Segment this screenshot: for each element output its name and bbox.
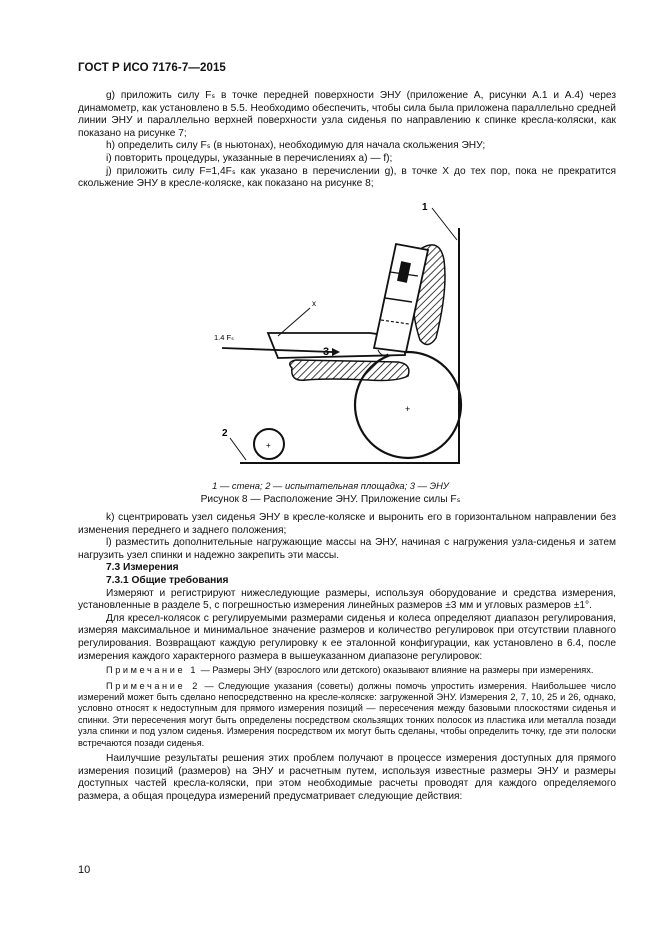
page-number: 10 — [78, 864, 91, 876]
note-2-text: — Следующие указания (советы) должны помочь упростить измерения. Наибольшее число измерений может быть сделано непосредственно на кресле-коляске: загруженной ЭНУ. Измерения 2, 7, 10, 25 и 26, однако, условно относят к недоступным для прямого измерения позиций — пересечения между базовыми плоскостями сиденья и спинки. Эти пересечения могут быть определены посредством скользящих тонких полосок из пластика или металла позади узла спинки и под узлом сиденья. Измерения посредством их могут быть сделаны, чтобы определить точку, где эти полоски встречаются позади сиденья. — [78, 680, 616, 748]
lower-text-block — [78, 512, 616, 803]
point-x-label: x — [312, 299, 316, 308]
point-x-leader — [278, 308, 310, 336]
platform-label: 2 — [222, 428, 228, 439]
note-1-text: — Размеры ЭНУ (взрослого или детского) оказывают влияние на размеры при измерениях. — [198, 665, 594, 676]
note-2-label: Примечание 2 — [106, 680, 200, 691]
paragraph-i: i) повторить процедуры, указанные в перечислениях а) — f); — [106, 152, 393, 164]
wall-label: 1 — [422, 202, 428, 213]
wall-leader — [432, 208, 457, 240]
paragraph-g: g) приложить силу Fₛ в точке передней поверхности ЭНУ (приложение А, рисунки А.1 и А.4) через динамометр, как установлено в 5.5. Необходимо обеспечить, чтобы сила была приложена параллельно средней линии ЭНУ и параллельно верхней поверхности узла сиденья по направлению к спинке кресла-коляски, как показано на рисунке 7; — [78, 90, 616, 139]
platform-leader — [230, 438, 246, 460]
note-2 — [78, 681, 616, 749]
top-text-block — [78, 90, 616, 191]
section-heading-7-3-1: 7.3.1 Общие требования — [106, 574, 229, 586]
paragraph-measure: Измеряют и регистрируют нижеследующие размеры, используя оборудование и средства измерения, установленные в разделе 5, с погрешностью измерения линейных размеров ±3 мм и угловых размеров ±1°. — [78, 587, 616, 612]
figure-8-drawing — [200, 200, 480, 475]
section-heading-7-3: 7.3 Измерения — [106, 562, 179, 574]
force-label: 1.4 Fₛ — [214, 333, 234, 342]
paragraph-k: k) сцентрировать узел сиденья ЭНУ в кресле-коляске и выронить его в горизонтальном направлении без изменения переднего и заднего положения; — [78, 512, 616, 536]
note-1-label: Примечание 1 — [106, 665, 199, 676]
paragraph-j: j) приложить силу F=1,4Fₛ как указано в перечислении g), в точке X до тех пор, пока не прекратится скольжение ЭНУ в кресле-коляске, как показано на рисунке 8; — [78, 165, 616, 190]
paragraph-adjust: Для кресел-колясок с регулируемыми размерами сиденья и колеса определяют диапазон регулирования, измеряя максимальное и минимальное значение размеров и количество регулировок при отсутствии плавного регулирования. Возвращают каждую регулировку к ее эталонной конфигурации, как установлено в 6.4, после измерения каждого характерного размера в вышеуказанном диапазоне регулировок: — [78, 612, 616, 662]
figure-legend: 1 — стена; 2 — испытательная площадка; 3 — ЭНУ — [212, 480, 449, 491]
paragraph-final: Наилучшие результаты решения этих проблем получают в процессе измерения доступных для прямого измерения позиций (размеров) на ЭНУ и расчетным путем, используя известные размеры ЭНУ и размеры доступных частей кресла-коляски, при этом необходимые расчеты проводят для каждого определяемого размера, а общая процедура измерений предусматривает следующие действия: — [78, 752, 616, 802]
svg-text:+: + — [405, 404, 411, 414]
paragraph-l: l) разместить дополнительные нагружающие массы на ЭНУ, начиная с нагружения узла-сиденья и затем нагрузить узел спинки и надежно закрепить эти массы. — [78, 537, 616, 561]
figure-caption: Рисунок 8 — Расположение ЭНУ. Приложение силы Fₛ — [200, 494, 461, 505]
svg-text:+: + — [266, 441, 271, 450]
seat-cushion — [290, 360, 409, 381]
document-header: ГОСТ Р ИСО 7176-7—2015 — [78, 62, 226, 74]
note-1 — [78, 665, 616, 676]
paragraph-h: h) определить силу Fₛ (в ньютонах), необходимую для начала скольжения ЭНУ; — [106, 140, 486, 152]
